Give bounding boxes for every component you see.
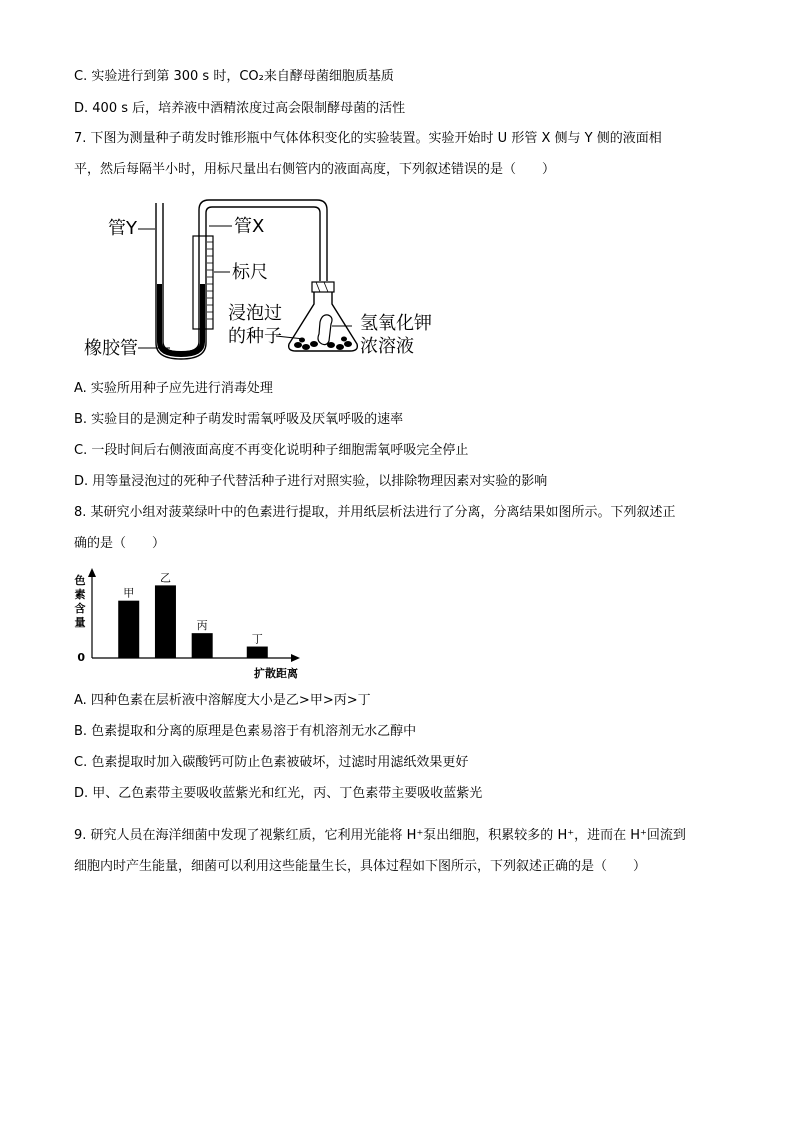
bar-label-4: 丁 bbox=[251, 632, 263, 646]
y-axis-label-char-1: 色 bbox=[74, 574, 86, 587]
q7-stem-line2: 平，然后每隔半小时，用标尺量出右侧管内的液面高度，下列叙述错误的是（ ） bbox=[74, 162, 556, 177]
u-tube-apparatus-figure bbox=[84, 196, 444, 364]
q6-option-d: D. 400 s 后，培养液中酒精浓度过高会限制酵母菌的活性 bbox=[74, 101, 406, 116]
bar-3 bbox=[192, 633, 213, 658]
q7-option-b: B. 实验目的是测定种子萌发时需氧呼吸及厌氧呼吸的速率 bbox=[74, 412, 404, 427]
q7-stem-line1: 7. 下图为测量种子萌发时锥形瓶中气体体积变化的实验装置。实验开始时 U 形管 X 侧与 Y 侧的液面相 bbox=[74, 131, 662, 146]
origin-label: 0 bbox=[77, 651, 85, 664]
label-tube-y: 管Y bbox=[108, 218, 137, 239]
y-axis-label-char-3: 含 bbox=[74, 602, 86, 615]
pigment-chart-figure bbox=[66, 566, 336, 684]
q8-option-c: C. 色素提取时加入碳酸钙可防止色素被破坏，过滤时用滤纸效果更好 bbox=[74, 755, 469, 770]
bar-label-2: 乙 bbox=[159, 571, 171, 585]
bar-4 bbox=[247, 647, 268, 658]
q8-stem-line1: 8. 某研究小组对菠菜绿叶中的色素进行提取，并用纸层析法进行了分离，分离结果如图所示。下列叙述正 bbox=[74, 505, 676, 520]
bar-label-1: 甲 bbox=[123, 586, 135, 600]
q7-option-a: A. 实验所用种子应先进行消毒处理 bbox=[74, 381, 273, 396]
bar-1 bbox=[118, 601, 139, 658]
bar-2 bbox=[155, 585, 176, 658]
label-ruler: 标尺 bbox=[232, 262, 268, 283]
label-rubber-tube: 橡胶管 bbox=[84, 338, 138, 359]
q8-option-d: D. 甲、乙色素带主要吸收蓝紫光和红光，丙、丁色素带主要吸收蓝紫光 bbox=[74, 786, 483, 801]
label-tube-x: 管X bbox=[234, 216, 265, 237]
q9-stem-line1: 9. 研究人员在海洋细菌中发现了视紫红质，它利用光能将 H⁺泵出细胞，积累较多的 H⁺，进而在 H⁺回流到 bbox=[74, 828, 686, 843]
label-seeds-line1: 浸泡过 bbox=[228, 303, 282, 324]
q8-option-b: B. 色素提取和分离的原理是色素易溶于有机溶剂无水乙醇中 bbox=[74, 724, 417, 739]
x-axis-label: 扩散距离 bbox=[254, 667, 298, 680]
q7-option-c: C. 一段时间后右侧液面高度不再变化说明种子细胞需氧呼吸完全停止 bbox=[74, 443, 469, 458]
q9-stem-line2: 细胞内时产生能量，细菌可以利用这些能量生长，具体过程如下图所示，下列叙述正确的是（ ） bbox=[74, 859, 647, 874]
label-seeds-line2: 的种子 bbox=[228, 326, 282, 347]
y-axis-label-char-2: 素 bbox=[74, 588, 86, 601]
q8-stem-line2: 确的是（ ） bbox=[74, 536, 166, 551]
q7-option-d: D. 用等量浸泡过的死种子代替活种子进行对照实验，以排除物理因素对实验的影响 bbox=[74, 474, 548, 489]
x-axis-arrow bbox=[291, 654, 300, 662]
bar-label-3: 丙 bbox=[196, 619, 208, 633]
y-axis-label-char-4: 量 bbox=[74, 616, 86, 629]
label-koh-line1: 氢氧化钾 bbox=[360, 313, 432, 334]
label-koh-line2: 浓溶液 bbox=[360, 336, 414, 357]
q8-option-a: A. 四种色素在层析液中溶解度大小是乙>甲>丙>丁 bbox=[74, 693, 371, 708]
y-axis-arrow bbox=[88, 568, 96, 577]
pigment-bar-chart bbox=[66, 566, 336, 684]
q6-option-c: C. 实验进行到第 300 s 时，CO₂来自酵母菌细胞质基质 bbox=[74, 69, 394, 84]
u-tube-apparatus-diagram bbox=[84, 196, 444, 364]
